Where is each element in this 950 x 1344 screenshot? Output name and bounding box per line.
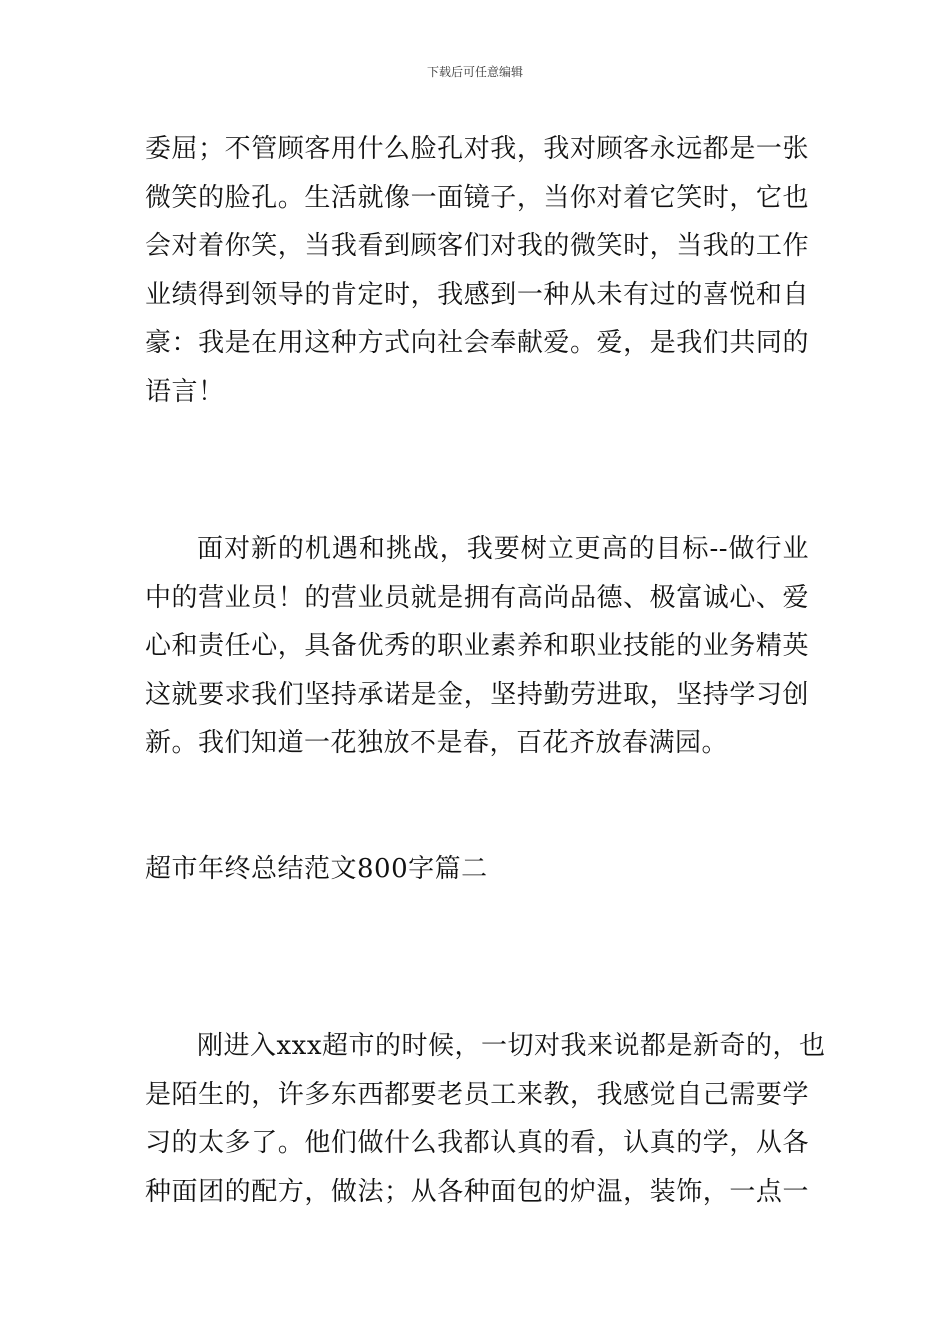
text-line: 种面团的配方，做法；从各种面包的炉温，装饰，一点一 [145,1176,809,1207]
text-line: 刚进入xxx超市的时候，一切对我来说都是新奇的，也 [197,1031,826,1061]
page-header-watermark: 下载后可任意编辑 [426,65,523,79]
text-line: 习的太多了。他们做什么我都认真的看，认真的学，从各 [145,1128,809,1158]
text-line: 业绩得到领导的肯定时，我感到一种从未有过的喜悦和自 [145,279,809,310]
paragraph-2 [145,525,809,768]
text-line: 豪：我是在用这种方式向社会奉献爱。爱，是我们共同的 [145,328,809,358]
text-line: 委屈；不管顾客用什么脸孔对我，我对顾客永远都是一张 [145,134,809,164]
text-line: 会对着你笑，当我看到顾客们对我的微笑时，当我的工作 [145,231,809,261]
text-line: 是陌生的，许多东西都要老员工来教，我感觉自己需要学 [145,1079,809,1110]
paragraph-1 [145,125,809,416]
text-line: 语言！ [145,376,225,407]
text-line: 新。我们知道一花独放不是春，百花齐放春满园。 [145,728,729,758]
paragraph-3 [145,1022,826,1216]
section-heading: 超市年终总结范文800字篇二 [145,854,488,884]
text-line: 面对新的机遇和挑战，我要树立更高的目标--做行业 [197,534,809,564]
text-line: 这就要求我们坚持承诺是金，坚持勤劳进取，坚持学习创 [145,679,809,710]
text-line: 微笑的脸孔。生活就像一面镜子，当你对着它笑时，它也 [145,182,809,213]
text-line: 中的营业员！的营业员就是拥有高尚品德、极富诚心、爱 [145,582,809,613]
text-line: 心和责任心，具备优秀的职业素养和职业技能的业务精英 [145,631,809,661]
